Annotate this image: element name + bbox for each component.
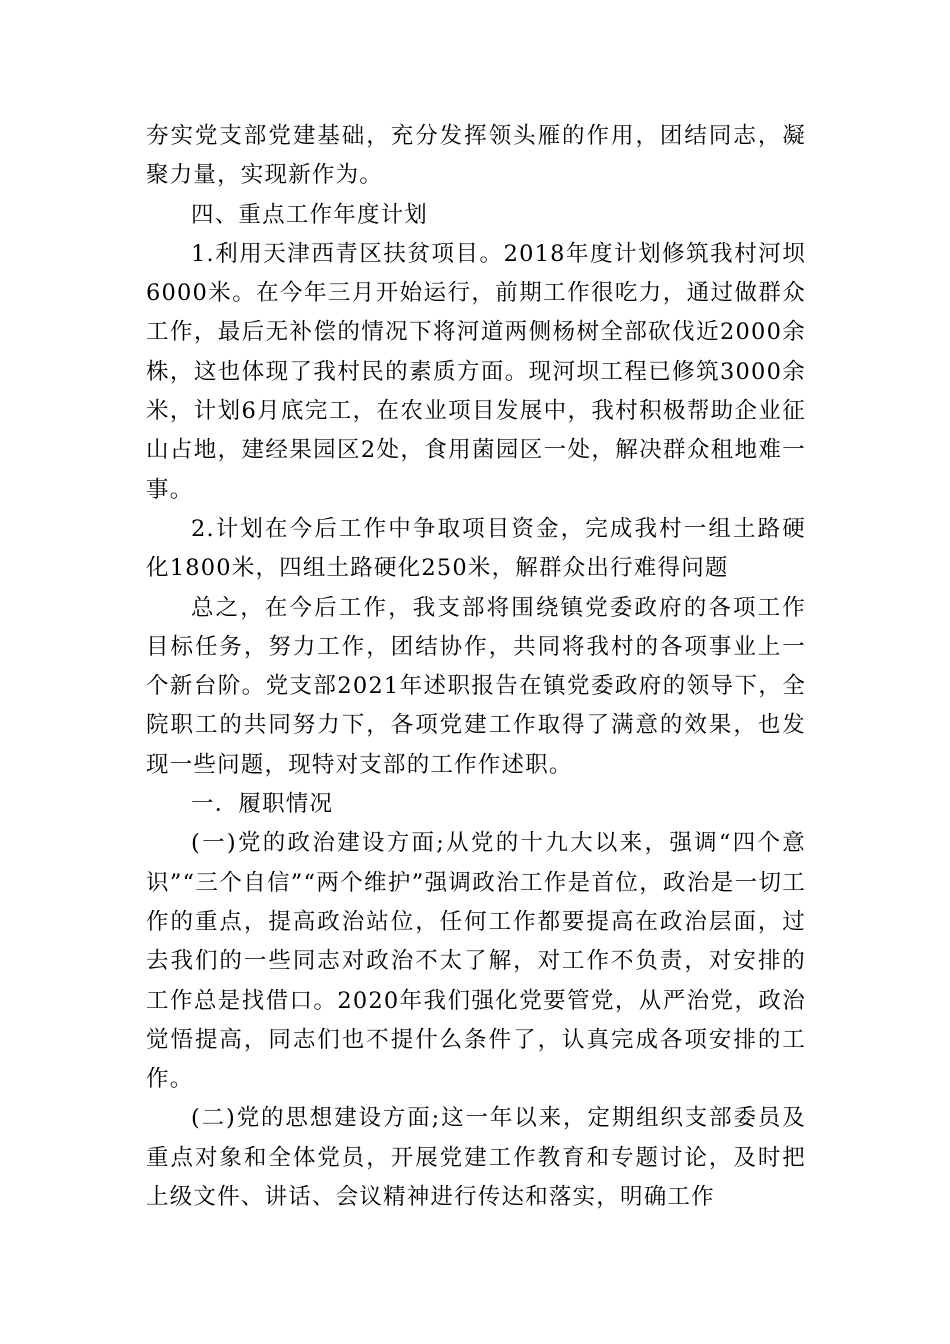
section-heading-key-plan: 四、重点工作年度计划: [191, 201, 429, 228]
paragraph-plan-item-1: 1.利用天津西青区扶贫项目。2018年度计划修筑我村河坝6000米。在今年三月开始运行，前期工作很吃力，通过做群众工作，最后无补偿的情况下将河道两侧杨树全部砍伐近2000余株，这也体现了我村民的素质方面。现河坝工程已修筑3000余米，计划6月底完工，在农业项目发展中，我村积极帮助企业征山占地，建经果园区2处，食用菌园区一处，解决群众租地难一事。: [146, 240, 806, 503]
paragraph-political-building: (一)党的政治建设方面;从党的十九大以来，强调“四个意识”“三个自信”“两个维护”强调政治工作是首位，政治是一切工作的重点，提高政治站位，任何工作都要提高在政治层面，过去我们的一些同志对政治不太了解，对工作不负责，对安排的工作总是找借口。2020年我们强化党要管党，从严治党，政治觉悟提高，同志们也不提什么条件了，认真完成各项安排的工作。: [146, 830, 806, 1093]
document-body: [146, 117, 806, 1217]
paragraph-summary: 总之，在今后工作，我支部将围绕镇党委政府的各项工作目标任务，努力工作，团结协作，共同将我村的各项事业上一个新台阶。党支部2021年述职报告在镇党委政府的领导下，全院职工的共同努力下，各项党建工作取得了满意的效果，也发现一些问题，现特对支部的工作作述职。: [146, 594, 806, 778]
paragraph-ideological-building: (二)党的思想建设方面;这一年以来，定期组织支部委员及重点对象和全体党员，开展党建工作教育和专题讨论，及时把上级文件、讲话、会议精神进行传达和落实，明确工作: [146, 1105, 806, 1211]
section-heading-duty-performance: 一．履职情况: [191, 791, 334, 818]
paragraph-plan-item-2: 2.计划在今后工作中争取项目资金，完成我村一组土路硬化1800米，四组土路硬化250米，解群众出行难得问题: [146, 515, 806, 582]
paragraph-continuation: 夯实党支部党建基础，充分发挥领头雁的作用，团结同志，凝聚力量，实现新作为。: [146, 123, 806, 189]
